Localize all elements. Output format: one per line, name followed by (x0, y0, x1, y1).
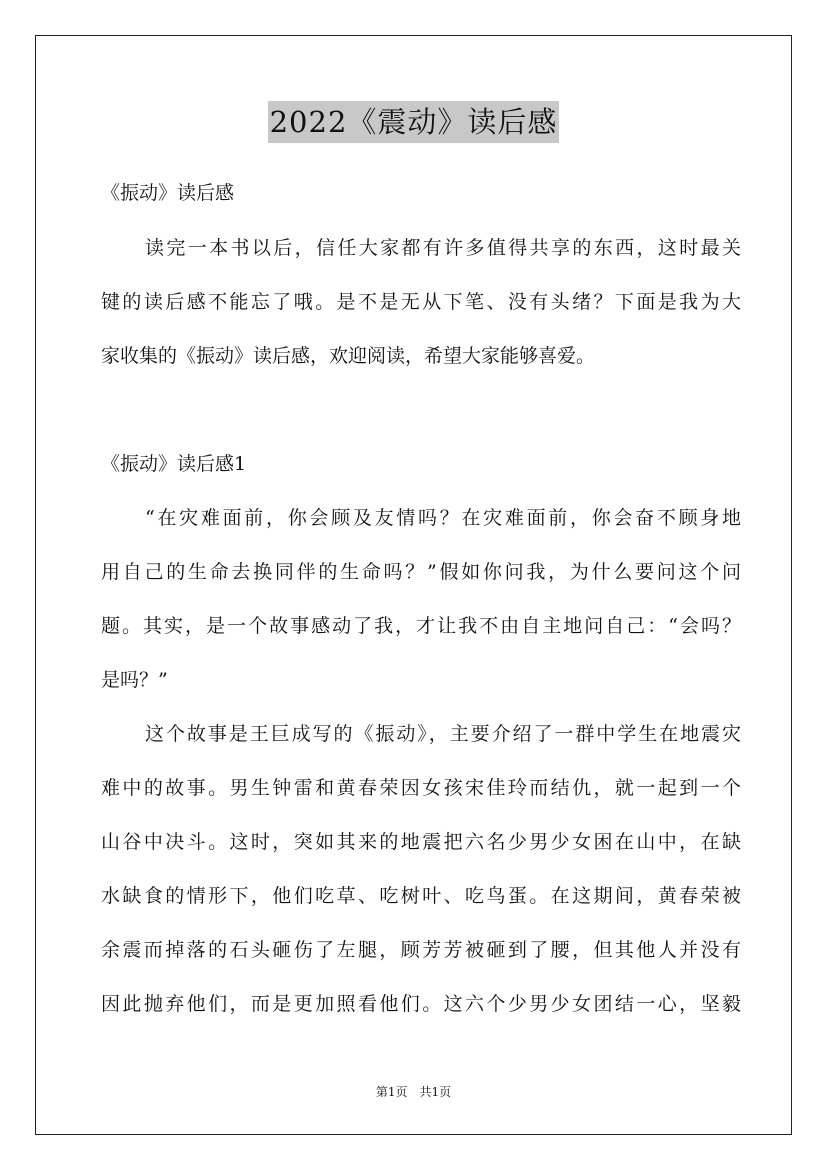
paragraph-line: 是吗？” (101, 669, 168, 691)
paragraph-line: 难中的故事。男生钟雷和黄春荣因女孩宋佳玲而结仇，就一起到一个 (101, 777, 741, 799)
intro-line: 键的读后感不能忘了哦。是不是无从下笔、没有头绪？下面是我为大 (101, 291, 741, 313)
paragraph-line: 题。其实，是一个故事感动了我，才让我不由自主地问自己：“会吗？ (101, 615, 741, 637)
intro-line: 读完一本书以后，信任大家都有许多值得共享的东西，这时最关 (145, 237, 741, 259)
intro-line: 家收集的《振动》读后感，欢迎阅读，希望大家能够喜爱。 (101, 345, 596, 367)
paragraph-line: 水缺食的情形下，他们吃草、吃树叶、吃鸟蛋。在这期间，黄春荣被 (101, 885, 741, 907)
paragraph-line: 因此抛弃他们，而是更加照看他们。这六个少男少女团结一心，坚毅 (101, 993, 741, 1015)
title-container (0, 101, 827, 143)
paragraph-line: 余震而掉落的石头砸伤了左腿，顾芳芳被砸到了腰，但其他人并没有 (101, 939, 741, 961)
section-heading-1: 《振动》读后感1 (101, 453, 247, 475)
paragraph-line: 山谷中决斗。这时，突如其来的地震把六名少男少女困在山中，在缺 (101, 831, 741, 853)
paragraph-line: 这个故事是王巨成写的《振动》，主要介绍了一群中学生在地震灾 (145, 723, 741, 745)
document-title: 2022《震动》读后感 (268, 101, 560, 143)
page-footer: 第1页 共1页 (375, 1085, 452, 1099)
section-heading-intro: 《振动》读后感 (101, 182, 235, 204)
paragraph-line: 用自己的生命去换同伴的生命吗？”假如你问我，为什么要问这个问 (101, 561, 741, 583)
paragraph-line: “在灾难面前，你会顾及友情吗？在灾难面前，你会奋不顾身地 (145, 507, 741, 529)
